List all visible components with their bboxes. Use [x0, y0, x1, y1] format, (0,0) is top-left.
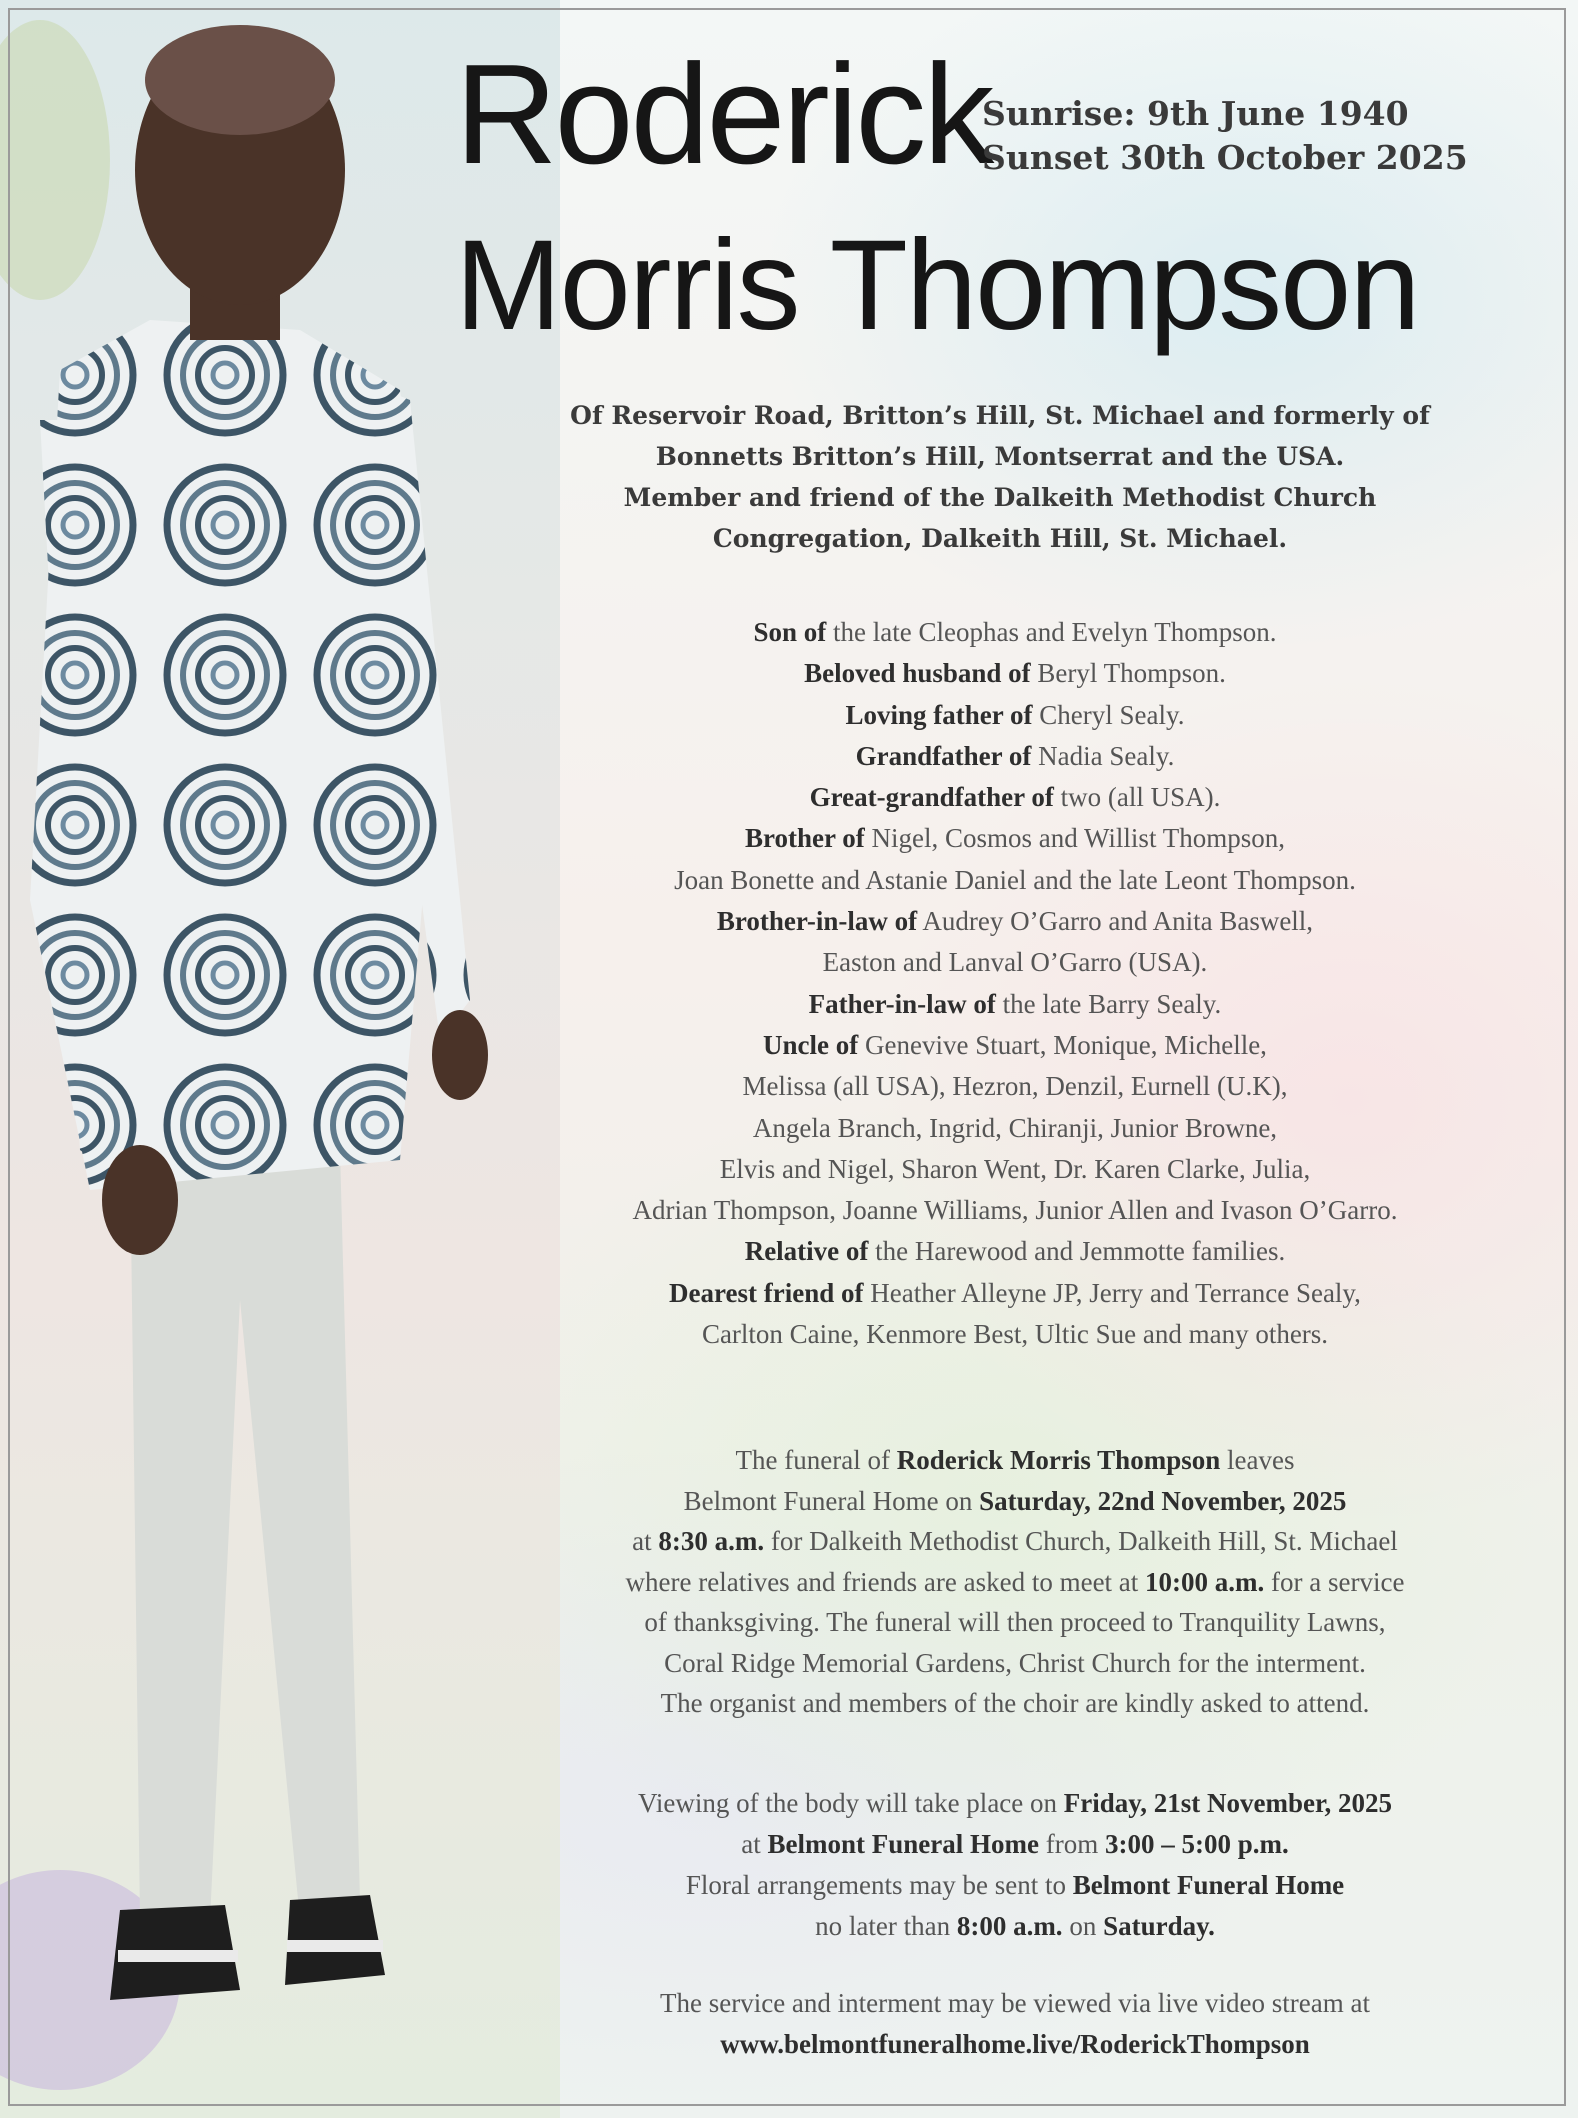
text: Viewing of the body will take place on [638, 1788, 1064, 1818]
relation-label: Brother-in-law of [716, 906, 918, 937]
text: leaves [1220, 1445, 1295, 1475]
relation-label: Son of [753, 617, 827, 647]
stream-link[interactable]: www.belmontfuneralhome.live/RoderickThompson [720, 2029, 1310, 2059]
stream-line: The service and interment may be viewed via live video stream at [660, 1988, 1370, 2018]
family-line [510, 1025, 1520, 1066]
relation-names: Adrian Thompson, Joanne Williams, Junior Allen and Ivason O’Garro. [632, 1195, 1398, 1226]
relation-label: Beloved husband of [804, 658, 1031, 689]
floral-day: Saturday. [1103, 1911, 1215, 1941]
viewing-line [490, 1824, 1540, 1865]
text: for a service [1264, 1566, 1405, 1597]
venue: Belmont Funeral Home [767, 1829, 1039, 1859]
relation-label: Relative of [744, 1236, 869, 1267]
relation-names: Heather Alleyne JP, Jerry and Terrance Sealy, [863, 1277, 1361, 1308]
venue: Belmont Funeral Home [1072, 1870, 1345, 1900]
family-line [510, 736, 1520, 777]
funeral-line: The organist and members of the choir are kindly asked to attend. [660, 1688, 1370, 1718]
address-block [470, 395, 1530, 559]
viewing-date: Friday, 21st November, 2025 [1063, 1788, 1392, 1818]
family-line [510, 653, 1520, 694]
relation-label: Great-grandfather of [809, 782, 1054, 813]
family-line [510, 984, 1520, 1025]
relation-names: Nigel, Cosmos and Willist Thompson, [864, 823, 1285, 854]
funeral-line: Coral Ridge Memorial Gardens, Christ Church for the interment. [664, 1647, 1366, 1678]
funeral-details [490, 1440, 1540, 1724]
relation-names: the late Barry Sealy. [995, 988, 1222, 1019]
relation-names: Joan Bonette and Astanie Daniel and the late Leont Thompson. [674, 864, 1356, 895]
relation-label: Father-in-law of [808, 988, 996, 1019]
family-list [510, 612, 1520, 1355]
funeral-line [490, 1481, 1540, 1522]
relation-names: Genevive Stuart, Monique, Michelle, [858, 1029, 1267, 1060]
relation-label: Uncle of [763, 1029, 859, 1060]
relation-label: Loving father of [845, 699, 1033, 730]
family-line [510, 1108, 1520, 1149]
text: no later than [815, 1911, 957, 1941]
address-line: Member and friend of the Dalkeith Methodist Church [623, 483, 1377, 512]
family-line [510, 695, 1520, 736]
name-last: Morris Thompson [455, 214, 1419, 357]
text: Belmont Funeral Home on [683, 1485, 980, 1516]
relation-names: Melissa (all USA), Hezron, Denzil, Eurnell (U.K), [742, 1071, 1288, 1102]
relation-names: Easton and Lanval O’Garro (USA). [822, 947, 1208, 978]
family-line [510, 1149, 1520, 1190]
text: at [741, 1829, 768, 1859]
text: Floral arrangements may be sent to [685, 1870, 1073, 1900]
family-line [510, 777, 1520, 818]
relation-names: the Harewood and Jemmotte families. [868, 1236, 1286, 1267]
livestream-details [490, 1983, 1540, 2065]
viewing-details [490, 1783, 1540, 1947]
family-line [510, 1190, 1520, 1231]
text: for Dalkeith Methodist Church, Dalkeith Hill, St. Michael [764, 1526, 1398, 1556]
text: from [1038, 1829, 1105, 1859]
name-first: Roderick [455, 35, 992, 194]
text: on [1062, 1911, 1104, 1941]
family-line [510, 1231, 1520, 1272]
relation-names: Nadia Sealy. [1031, 740, 1175, 771]
funeral-line [490, 1521, 1540, 1562]
relation-label: Brother of [745, 823, 865, 854]
family-line [510, 1066, 1520, 1107]
relation-label: Grandfather of [855, 740, 1032, 771]
text: at [632, 1526, 659, 1556]
viewing-line [490, 1865, 1540, 1906]
sunset-date: Sunset 30th October 2025 [982, 138, 1468, 177]
relation-names: two (all USA). [1053, 782, 1221, 813]
floral-deadline: 8:00 a.m. [956, 1911, 1063, 1941]
service-time: 10:00 a.m. [1145, 1566, 1265, 1597]
relation-names: Beryl Thompson. [1030, 658, 1226, 689]
viewing-line [490, 1906, 1540, 1947]
family-line [510, 818, 1520, 859]
deceased-name: Roderick Morris Thompson [896, 1445, 1221, 1475]
funeral-line [490, 1440, 1540, 1481]
address-line: Congregation, Dalkeith Hill, St. Michael. [712, 524, 1288, 553]
relation-names: Elvis and Nigel, Sharon Went, Dr. Karen Clarke, Julia, [719, 1153, 1311, 1184]
family-line [510, 860, 1520, 901]
relation-names: Angela Branch, Ingrid, Chiranji, Junior Browne, [752, 1112, 1278, 1143]
family-line [510, 1273, 1520, 1314]
viewing-time: 3:00 – 5:00 p.m. [1104, 1829, 1289, 1859]
sunrise-date: Sunrise: 9th June 1940 [982, 94, 1409, 133]
relation-names: Cheryl Sealy. [1032, 699, 1185, 730]
viewing-line [490, 1783, 1540, 1824]
family-line [510, 942, 1520, 983]
address-line: Of Reservoir Road, Britton’s Hill, St. Michael and formerly of [570, 401, 1430, 430]
address-line: Bonnetts Britton’s Hill, Montserrat and the USA. [655, 442, 1345, 471]
text: where relatives and friends are asked to meet at [625, 1566, 1146, 1597]
funeral-line [490, 1562, 1540, 1603]
relation-names: Audrey O’Garro and Anita Baswell, [917, 906, 1314, 937]
relation-names: the late Cleophas and Evelyn Thompson. [826, 617, 1277, 647]
dates-block [982, 92, 1468, 180]
family-line [510, 901, 1520, 942]
family-line [510, 612, 1520, 653]
relation-names: Carlton Caine, Kenmore Best, Ultic Sue and many others. [701, 1319, 1329, 1350]
funeral-date: Saturday, 22nd November, 2025 [979, 1485, 1347, 1516]
family-line [510, 1314, 1520, 1355]
departure-time: 8:30 a.m. [658, 1526, 765, 1556]
text: The funeral of [735, 1445, 897, 1475]
funeral-line: of thanksgiving. The funeral will then proceed to Tranquility Lawns, [644, 1607, 1386, 1637]
relation-label: Dearest friend of [669, 1277, 864, 1308]
